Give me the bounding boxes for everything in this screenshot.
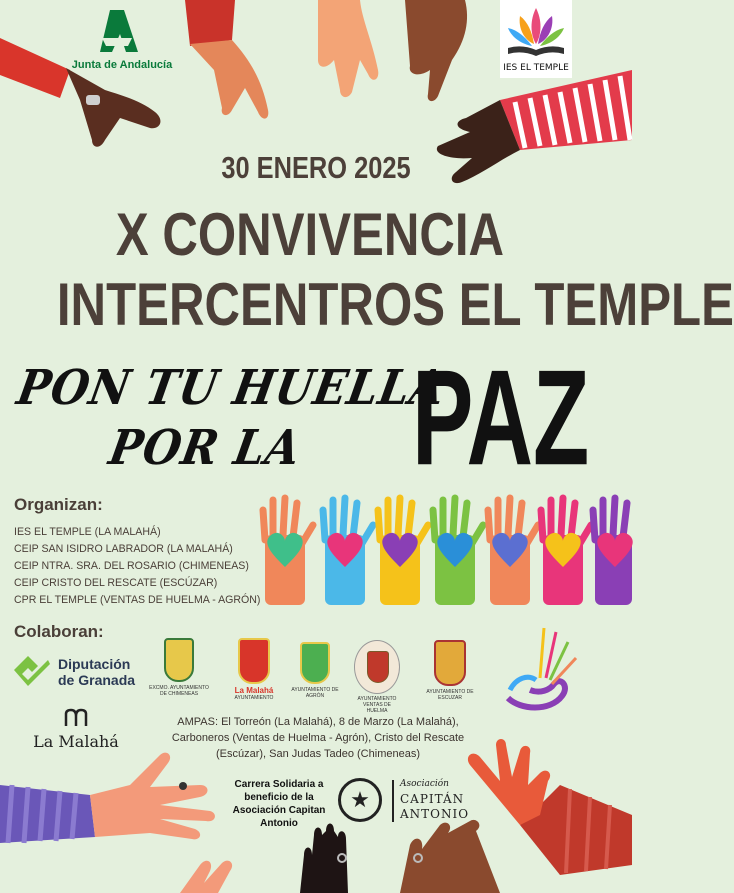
shield-chimeneas: EXCMO. AYUNTAMIENTO DE CHIMENEAS bbox=[148, 638, 210, 697]
capitan-line-2: CAPITÁN bbox=[400, 792, 465, 806]
title-line-1: X CONVIVENCIA bbox=[115, 201, 505, 268]
lotus-book-icon bbox=[500, 0, 572, 58]
hand-heart bbox=[593, 498, 633, 605]
agron-shield-icon bbox=[300, 642, 330, 684]
diputacion-line-2: de Granada bbox=[58, 672, 136, 688]
list-item: CPR EL TEMPLE (VENTAS DE HUELMA - AGRÓN) bbox=[14, 594, 261, 606]
peace-dove-icon bbox=[500, 618, 580, 718]
star-badge-icon: ★ bbox=[338, 778, 382, 822]
colaboran-heading: Colaboran: bbox=[14, 622, 104, 641]
event-date: 30 ENERO 2025 bbox=[221, 150, 411, 185]
hand-heart bbox=[263, 498, 313, 605]
slogan-line-2: POR LA bbox=[105, 420, 306, 476]
capitan-line-1: Asociación bbox=[400, 779, 449, 789]
diputacion-line-1: Diputación bbox=[58, 656, 131, 672]
shield-ventas-de-huelma: AYUNTAMIENTO VENTAS DE HUELMA bbox=[352, 640, 402, 714]
junta-label: Junta de Andalucía bbox=[71, 59, 173, 71]
organizan-list bbox=[14, 524, 260, 609]
shield-agron: AYUNTAMIENTO DE AGRÓN bbox=[290, 642, 340, 699]
slogan-line-1: PON TU HUELLA bbox=[13, 360, 450, 416]
hand-heart bbox=[323, 498, 373, 605]
capitan-antonio-logo bbox=[336, 776, 476, 828]
title-line-2: INTERCENTROS EL TEMPLE bbox=[56, 271, 734, 338]
junta-logo bbox=[62, 8, 182, 70]
ventas-shield-icon bbox=[354, 640, 400, 694]
slogan-big-word: PAZ bbox=[412, 342, 590, 495]
malaha-shield-icon bbox=[238, 638, 270, 684]
carrera-text: Carrera Solidaria a beneficio de la Asociación Capitan Antonio bbox=[232, 779, 326, 829]
hand-heart bbox=[488, 498, 538, 605]
ies-label: IES EL TEMPLE bbox=[503, 63, 569, 73]
ies-logo bbox=[500, 0, 572, 78]
list-item: CEIP CRISTO DEL RESCATE (ESCÚZAR) bbox=[14, 577, 218, 589]
chimeneas-shield-icon bbox=[164, 638, 194, 682]
escuzar-shield-icon bbox=[434, 640, 466, 686]
diputacion-emblem-icon bbox=[10, 652, 52, 688]
hand-heart bbox=[378, 498, 428, 605]
hands-hearts-illustration bbox=[255, 495, 632, 610]
list-item: CEIP SAN ISIDRO LABRADOR (LA MALAHÁ) bbox=[14, 543, 233, 555]
hand-heart bbox=[541, 498, 591, 605]
ampas-text: AMPAS: El Torreón (La Malahá), 8 de Marzo (La Malahá), Carboneros (Ventas de Huelma - Agrón), Cristo del Rescate (Escúzar), San Judas Tadeo (Chimeneas) bbox=[171, 716, 465, 760]
hand-heart bbox=[433, 498, 483, 605]
list-item: CEIP NTRA. SRA. DEL ROSARIO (CHIMENEAS) bbox=[14, 560, 249, 572]
shield-la-malaha: La Malahá AYUNTAMIENTO bbox=[226, 638, 282, 701]
shield-escuzar: AYUNTAMIENTO DE ESCUZAR bbox=[422, 640, 478, 701]
organizan-heading: Organizan: bbox=[14, 495, 103, 514]
junta-emblem-icon bbox=[62, 8, 182, 54]
capitan-line-3: ANTONIO bbox=[400, 807, 470, 821]
malaha-label: La Malahá bbox=[33, 732, 119, 751]
diputacion-logo bbox=[10, 650, 150, 690]
list-item: IES EL TEMPLE (LA MALAHÁ) bbox=[14, 526, 161, 538]
